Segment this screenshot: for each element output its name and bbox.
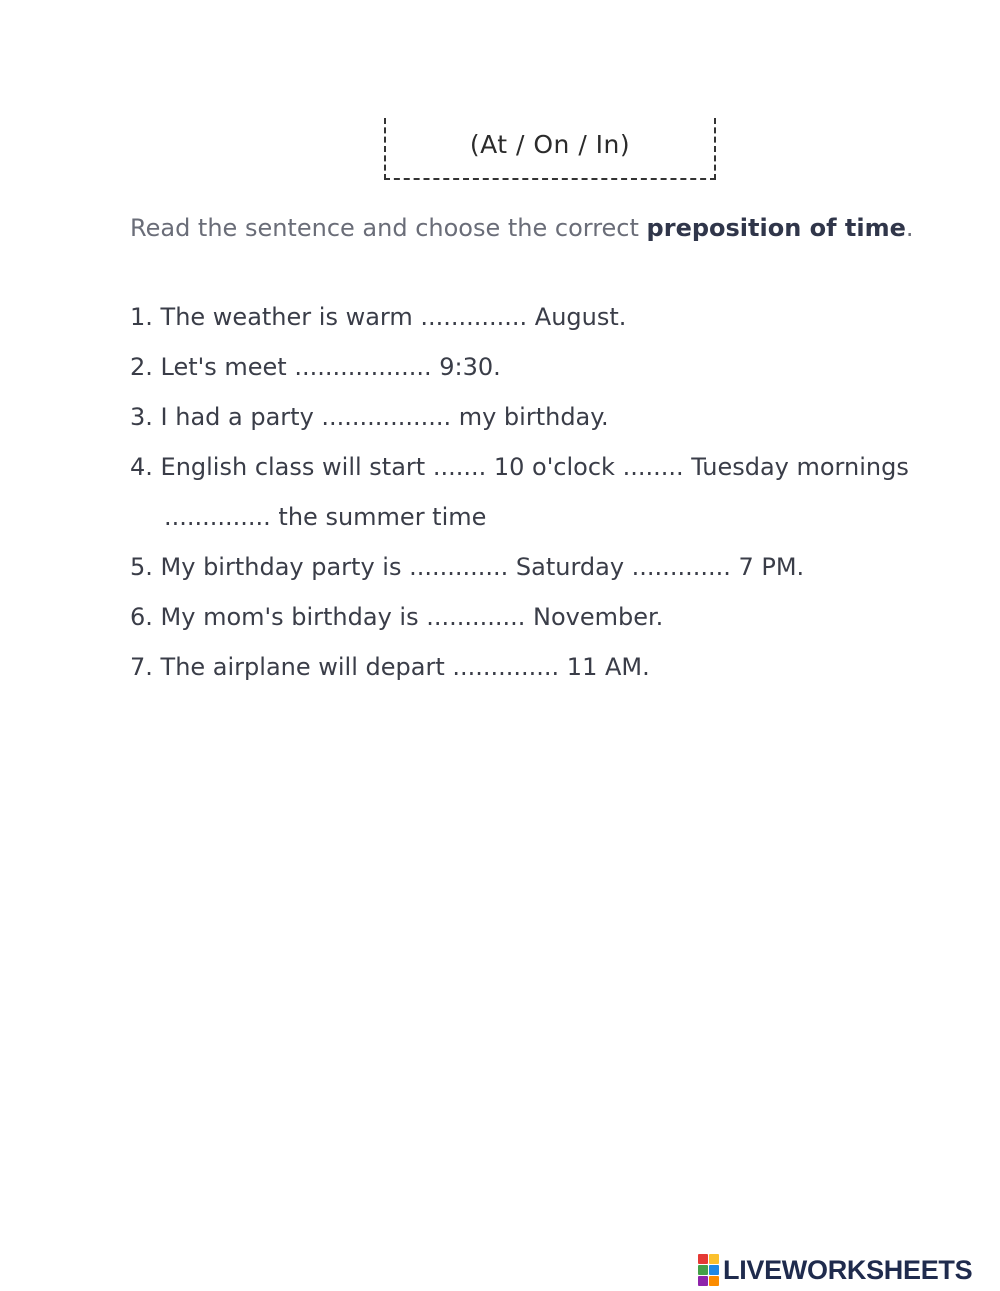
instruction-emphasis: preposition of time (646, 214, 906, 242)
question-2: 2. Let's meet .................. 9:30. (130, 353, 501, 381)
question-4: 4. English class will start ....... 10 o'clock ........ Tuesday mornings (130, 453, 909, 481)
logo-block (709, 1276, 719, 1286)
instruction-prefix: Read the sentence and choose the correct (130, 214, 647, 242)
question-1: 1. The weather is warm .............. August. (130, 303, 627, 331)
question-list (130, 292, 990, 692)
liveworksheets-logo (698, 1253, 972, 1287)
question-3: 3. I had a party ................. my birthday. (130, 403, 609, 431)
logo-block (698, 1254, 708, 1264)
logo-block (709, 1265, 719, 1275)
question-6: 6. My mom's birthday is ............. November. (130, 603, 664, 631)
logo-text: LIVEWORKSHEETS (723, 1254, 973, 1285)
question-5: 5. My birthday party is ............. Saturday ............. 7 PM. (130, 553, 805, 581)
choices-text: (At / On / In) (469, 130, 631, 159)
logo-block (698, 1276, 708, 1286)
choices-box (384, 118, 716, 180)
question-4-continuation: .............. the summer time (164, 503, 487, 531)
instruction (130, 214, 914, 242)
logo-block (698, 1265, 708, 1275)
instruction-suffix: . (905, 214, 914, 242)
logo-block (709, 1254, 719, 1264)
logo-blocks-icon (698, 1254, 719, 1286)
question-7: 7. The airplane will depart .............. 11 AM. (130, 653, 650, 681)
